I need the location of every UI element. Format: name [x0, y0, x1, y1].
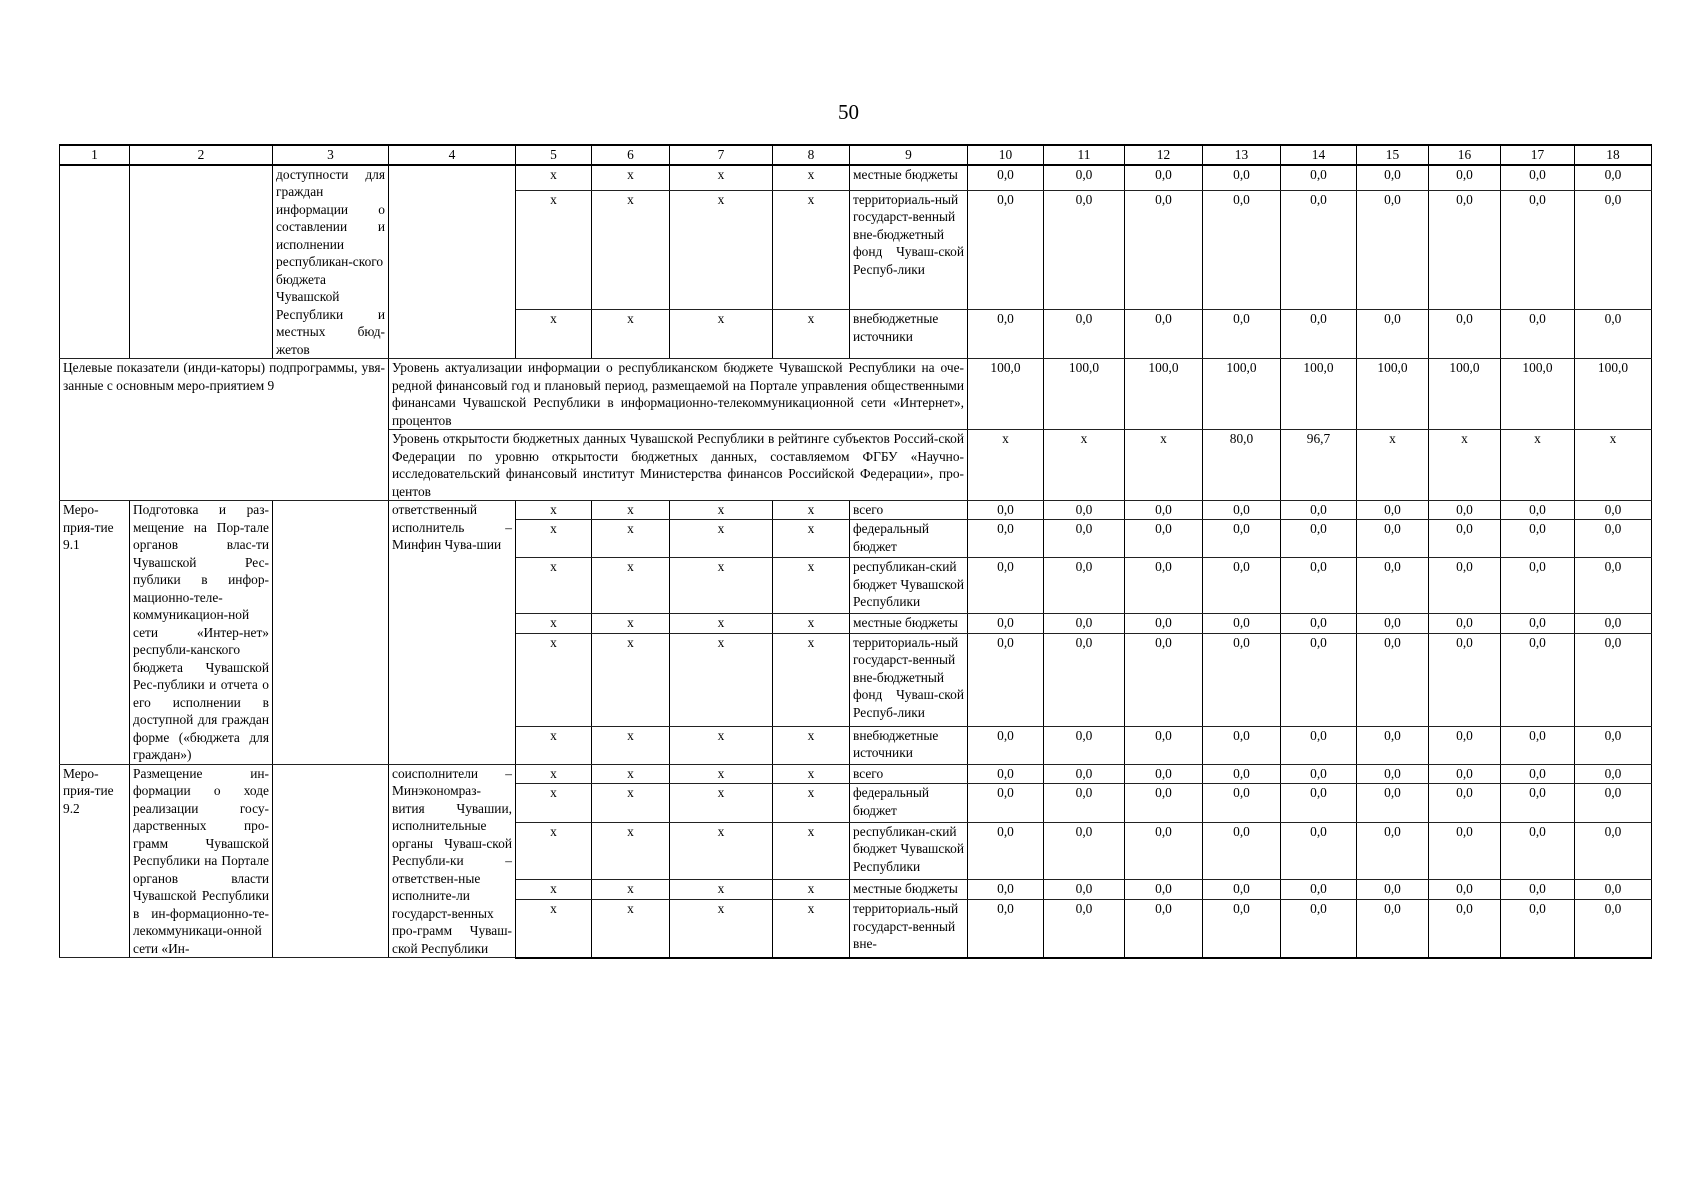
code-cell: x	[670, 900, 773, 958]
value-cell: 0,0	[1575, 784, 1652, 823]
code-cell: x	[592, 501, 670, 520]
value-cell: 0,0	[1044, 558, 1125, 614]
value-cell: 0,0	[1575, 558, 1652, 614]
funding-source: территориаль-ный государст-венный вне-бюджетный фонд Чуваш-ской Респуб-лики	[850, 190, 968, 310]
code-cell: x	[592, 900, 670, 958]
value-cell: 0,0	[1575, 165, 1652, 191]
code-cell: x	[516, 165, 592, 191]
indicator-value: 96,7	[1281, 430, 1357, 501]
indicator-value: 100,0	[1575, 359, 1652, 430]
value-cell: 0,0	[1044, 784, 1125, 823]
value-cell: 0,0	[1357, 190, 1429, 310]
value-cell: 0,0	[1501, 764, 1575, 784]
code-cell: x	[592, 822, 670, 879]
value-cell: 0,0	[1281, 520, 1357, 558]
value-cell: 0,0	[1357, 501, 1429, 520]
indicator-value: x	[1125, 430, 1203, 501]
value-cell: 0,0	[1575, 822, 1652, 879]
indicator-value: 100,0	[1203, 359, 1281, 430]
value-cell: 0,0	[1281, 784, 1357, 823]
value-cell: 0,0	[1429, 764, 1501, 784]
value-cell: 0,0	[1125, 501, 1203, 520]
code-cell: x	[516, 784, 592, 823]
value-cell: 0,0	[1044, 310, 1125, 359]
column-header: 16	[1429, 145, 1501, 165]
value-cell: 0,0	[1125, 310, 1203, 359]
code-cell: x	[592, 310, 670, 359]
value-cell: 0,0	[968, 784, 1044, 823]
value-cell: 0,0	[1575, 900, 1652, 958]
value-cell: 0,0	[1429, 614, 1501, 633]
code-cell: x	[670, 633, 773, 726]
code-cell: x	[592, 726, 670, 764]
value-cell: 0,0	[1501, 900, 1575, 958]
value-cell: 0,0	[1501, 784, 1575, 823]
code-cell: x	[773, 900, 850, 958]
value-cell: 0,0	[1281, 633, 1357, 726]
indicator-value: x	[968, 430, 1044, 501]
cont-col2	[130, 165, 273, 359]
measure-col3	[273, 501, 389, 765]
funding-source: местные бюджеты	[850, 614, 968, 633]
value-cell: 0,0	[1575, 190, 1652, 310]
value-cell: 0,0	[1203, 880, 1281, 900]
column-header: 6	[592, 145, 670, 165]
value-cell: 0,0	[1281, 310, 1357, 359]
code-cell: x	[773, 880, 850, 900]
code-cell: x	[592, 880, 670, 900]
value-cell: 0,0	[1203, 822, 1281, 879]
value-cell: 0,0	[1203, 633, 1281, 726]
value-cell: 0,0	[1501, 190, 1575, 310]
column-header: 3	[273, 145, 389, 165]
indicator-value: 100,0	[1357, 359, 1429, 430]
value-cell: 0,0	[1044, 614, 1125, 633]
funding-source: республикан-ский бюджет Чувашской Республики	[850, 822, 968, 879]
column-header: 11	[1044, 145, 1125, 165]
column-header: 5	[516, 145, 592, 165]
value-cell: 0,0	[1575, 726, 1652, 764]
code-cell: x	[670, 822, 773, 879]
indicator-value: 100,0	[1044, 359, 1125, 430]
value-cell: 0,0	[1429, 900, 1501, 958]
code-cell: x	[773, 764, 850, 784]
budget-table	[59, 144, 1652, 959]
value-cell: 0,0	[968, 165, 1044, 191]
code-cell: x	[773, 558, 850, 614]
measure-executor: ответственный исполнитель – Минфин Чува-шии	[389, 501, 516, 765]
value-cell: 0,0	[1125, 900, 1203, 958]
code-cell: x	[516, 764, 592, 784]
code-cell: x	[670, 726, 773, 764]
value-cell: 0,0	[968, 501, 1044, 520]
indicator-value: 100,0	[1125, 359, 1203, 430]
value-cell: 0,0	[968, 900, 1044, 958]
value-cell: 0,0	[1044, 520, 1125, 558]
value-cell: 0,0	[1203, 784, 1281, 823]
value-cell: 0,0	[1203, 310, 1281, 359]
code-cell: x	[670, 558, 773, 614]
value-cell: 0,0	[1575, 764, 1652, 784]
value-cell: 0,0	[968, 880, 1044, 900]
value-cell: 0,0	[1281, 880, 1357, 900]
indicator-value: x	[1357, 430, 1429, 501]
value-cell: 0,0	[1125, 190, 1203, 310]
indicator-value: 100,0	[1501, 359, 1575, 430]
measure-col3	[273, 764, 389, 958]
value-cell: 0,0	[1501, 165, 1575, 191]
value-cell: 0,0	[968, 520, 1044, 558]
value-cell: 0,0	[968, 558, 1044, 614]
value-cell: 0,0	[1575, 310, 1652, 359]
column-header: 12	[1125, 145, 1203, 165]
value-cell: 0,0	[1125, 784, 1203, 823]
value-cell: 0,0	[1044, 501, 1125, 520]
column-header: 7	[670, 145, 773, 165]
value-cell: 0,0	[1429, 726, 1501, 764]
value-cell: 0,0	[1429, 310, 1501, 359]
funding-source: местные бюджеты	[850, 165, 968, 191]
value-cell: 0,0	[1357, 822, 1429, 879]
table-row	[60, 764, 1652, 784]
column-header: 15	[1357, 145, 1429, 165]
indicator-value: 100,0	[1281, 359, 1357, 430]
value-cell: 0,0	[1357, 900, 1429, 958]
indicator-value: x	[1501, 430, 1575, 501]
value-cell: 0,0	[1575, 633, 1652, 726]
value-cell: 0,0	[1203, 726, 1281, 764]
value-cell: 0,0	[1281, 764, 1357, 784]
value-cell: 0,0	[1044, 764, 1125, 784]
value-cell: 0,0	[1044, 633, 1125, 726]
value-cell: 0,0	[1501, 520, 1575, 558]
code-cell: x	[773, 822, 850, 879]
header-row	[60, 145, 1652, 165]
code-cell: x	[516, 900, 592, 958]
funding-source: всего	[850, 501, 968, 520]
value-cell: 0,0	[968, 190, 1044, 310]
value-cell: 0,0	[1044, 190, 1125, 310]
value-cell: 0,0	[1281, 190, 1357, 310]
cont-col4	[389, 165, 516, 359]
value-cell: 0,0	[968, 764, 1044, 784]
value-cell: 0,0	[1501, 310, 1575, 359]
code-cell: x	[592, 784, 670, 823]
value-cell: 0,0	[1357, 520, 1429, 558]
column-header: 17	[1501, 145, 1575, 165]
value-cell: 0,0	[1125, 726, 1203, 764]
code-cell: x	[516, 520, 592, 558]
value-cell: 0,0	[1357, 726, 1429, 764]
value-cell: 0,0	[1203, 501, 1281, 520]
code-cell: x	[516, 633, 592, 726]
indicator-value: x	[1575, 430, 1652, 501]
value-cell: 0,0	[1044, 900, 1125, 958]
table-row	[60, 501, 1652, 520]
code-cell: x	[592, 633, 670, 726]
column-header: 13	[1203, 145, 1281, 165]
code-cell: x	[670, 880, 773, 900]
value-cell: 0,0	[1125, 520, 1203, 558]
funding-source: республикан-ский бюджет Чувашской Республики	[850, 558, 968, 614]
value-cell: 0,0	[1575, 520, 1652, 558]
value-cell: 0,0	[1203, 520, 1281, 558]
value-cell: 0,0	[1044, 726, 1125, 764]
funding-source: федеральный бюджет	[850, 520, 968, 558]
code-cell: x	[516, 614, 592, 633]
column-header: 9	[850, 145, 968, 165]
measure-label: Меро-прия-тие 9.2	[60, 764, 130, 958]
value-cell: 0,0	[1203, 165, 1281, 191]
value-cell: 0,0	[1125, 558, 1203, 614]
indicator-value: 80,0	[1203, 430, 1281, 501]
value-cell: 0,0	[968, 310, 1044, 359]
value-cell: 0,0	[1501, 501, 1575, 520]
code-cell: x	[592, 614, 670, 633]
value-cell: 0,0	[1203, 558, 1281, 614]
code-cell: x	[773, 633, 850, 726]
value-cell: 0,0	[1281, 900, 1357, 958]
value-cell: 0,0	[1125, 614, 1203, 633]
value-cell: 0,0	[968, 726, 1044, 764]
column-header: 10	[968, 145, 1044, 165]
value-cell: 0,0	[1429, 822, 1501, 879]
funding-source: внебюджетные источники	[850, 726, 968, 764]
column-header: 4	[389, 145, 516, 165]
value-cell: 0,0	[1501, 614, 1575, 633]
code-cell: x	[592, 558, 670, 614]
value-cell: 0,0	[1281, 822, 1357, 879]
code-cell: x	[592, 190, 670, 310]
value-cell: 0,0	[1575, 880, 1652, 900]
code-cell: x	[773, 190, 850, 310]
value-cell: 0,0	[1203, 764, 1281, 784]
column-header: 1	[60, 145, 130, 165]
column-header: 14	[1281, 145, 1357, 165]
value-cell: 0,0	[1125, 633, 1203, 726]
value-cell: 0,0	[1501, 558, 1575, 614]
value-cell: 0,0	[1044, 165, 1125, 191]
indicator-text: Уровень актуализации информации о республиканском бюджете Чувашской Республики на оче-редной финансовый год и плановый период, размещаемой на Портале управления общественными финансами Чувашской Республики в информационно-телекоммуникационной сети «Интернет», процентов	[389, 359, 968, 430]
value-cell: 0,0	[1501, 633, 1575, 726]
value-cell: 0,0	[1429, 558, 1501, 614]
value-cell: 0,0	[1203, 900, 1281, 958]
value-cell: 0,0	[1044, 822, 1125, 879]
value-cell: 0,0	[1575, 501, 1652, 520]
indicator-value: 100,0	[968, 359, 1044, 430]
measure-executor: соисполнители – Минэкономраз-вития Чувашии, исполнительные органы Чуваш-ской Республи-ки – ответствен-ные исполните-ли государст-венных про-грамм Чуваш-ской Республики	[389, 764, 516, 958]
column-header: 18	[1575, 145, 1652, 165]
value-cell: 0,0	[1429, 633, 1501, 726]
value-cell: 0,0	[1125, 764, 1203, 784]
value-cell: 0,0	[1281, 165, 1357, 191]
value-cell: 0,0	[1044, 880, 1125, 900]
column-header: 2	[130, 145, 273, 165]
code-cell: x	[516, 190, 592, 310]
value-cell: 0,0	[1429, 501, 1501, 520]
funding-source: всего	[850, 764, 968, 784]
table-row	[60, 165, 1652, 191]
funding-source: территориаль-ный государст-венный вне-бюджетный фонд Чуваш-ской Респуб-лики	[850, 633, 968, 726]
value-cell: 0,0	[1357, 784, 1429, 823]
code-cell: x	[592, 520, 670, 558]
indicator-value: x	[1429, 430, 1501, 501]
measure-label: Меро-прия-тие 9.1	[60, 501, 130, 765]
value-cell: 0,0	[1125, 165, 1203, 191]
cont-col1	[60, 165, 130, 359]
value-cell: 0,0	[1501, 880, 1575, 900]
code-cell: x	[773, 726, 850, 764]
code-cell: x	[773, 165, 850, 191]
value-cell: 0,0	[1357, 633, 1429, 726]
funding-source: территориаль-ный государст-венный вне-	[850, 900, 968, 958]
indicator-text: Уровень открытости бюджетных данных Чувашской Республики в рейтинге субъектов Россий-ской Федерации по уровню открытости бюджетных данных, составляемом ФГБУ «Научно-исследовательский финансовый институт Министерства финансов Российской Федерации», про-центов	[389, 430, 968, 501]
indicator-value: x	[1044, 430, 1125, 501]
code-cell: x	[516, 310, 592, 359]
value-cell: 0,0	[968, 822, 1044, 879]
column-header: 8	[773, 145, 850, 165]
value-cell: 0,0	[1501, 822, 1575, 879]
code-cell: x	[773, 501, 850, 520]
indicator-value: 100,0	[1429, 359, 1501, 430]
measure-name: Подготовка и раз-мещение на Пор-тале органов влас-ти Чувашской Рес-публики в инфор-мационно-теле-коммуникацион-ной сети «Интер-нет» республи-канского бюджета Чувашской Рес-публики и отчета о его исполнении в доступной для граждан форме («бюджета для граждан»)	[130, 501, 273, 765]
value-cell: 0,0	[1575, 614, 1652, 633]
code-cell: x	[670, 784, 773, 823]
value-cell: 0,0	[1281, 614, 1357, 633]
value-cell: 0,0	[1501, 726, 1575, 764]
value-cell: 0,0	[1357, 880, 1429, 900]
value-cell: 0,0	[1357, 558, 1429, 614]
value-cell: 0,0	[1429, 784, 1501, 823]
code-cell: x	[592, 165, 670, 191]
code-cell: x	[516, 501, 592, 520]
value-cell: 0,0	[1429, 165, 1501, 191]
code-cell: x	[516, 726, 592, 764]
indicator-row	[60, 359, 1652, 430]
code-cell: x	[516, 822, 592, 879]
code-cell: x	[773, 784, 850, 823]
page-number: 50	[838, 100, 859, 124]
code-cell: x	[670, 764, 773, 784]
funding-source: внебюджетные источники	[850, 310, 968, 359]
value-cell: 0,0	[1281, 501, 1357, 520]
code-cell: x	[670, 310, 773, 359]
code-cell: x	[670, 520, 773, 558]
value-cell: 0,0	[1357, 165, 1429, 191]
value-cell: 0,0	[1429, 520, 1501, 558]
value-cell: 0,0	[1281, 558, 1357, 614]
value-cell: 0,0	[968, 614, 1044, 633]
value-cell: 0,0	[1429, 880, 1501, 900]
code-cell: x	[773, 310, 850, 359]
value-cell: 0,0	[1203, 614, 1281, 633]
funding-source: федеральный бюджет	[850, 784, 968, 823]
value-cell: 0,0	[1357, 764, 1429, 784]
code-cell: x	[670, 165, 773, 191]
code-cell: x	[670, 614, 773, 633]
value-cell: 0,0	[1357, 614, 1429, 633]
value-cell: 0,0	[1203, 190, 1281, 310]
cont-col3-text: доступности для граждан информации о составлении и исполнении республикан-ского бюджета Чувашской Республики и местных бюд-жетов	[273, 165, 389, 359]
funding-source: местные бюджеты	[850, 880, 968, 900]
code-cell: x	[773, 520, 850, 558]
value-cell: 0,0	[968, 633, 1044, 726]
measure-name: Размещение ин-формации о ходе реализации госу-дарственных про-грамм Чувашской Республики на Портале органов власти Чувашской Республики в ин-формационно-те-лекоммуникаци-онной сети «Ин-	[130, 764, 273, 958]
code-cell: x	[592, 764, 670, 784]
code-cell: x	[670, 501, 773, 520]
value-cell: 0,0	[1125, 822, 1203, 879]
indicators-label: Целевые показатели (инди-каторы) подпрограммы, увя-занные с основным меро-приятием 9	[60, 359, 389, 501]
value-cell: 0,0	[1357, 310, 1429, 359]
value-cell: 0,0	[1429, 190, 1501, 310]
code-cell: x	[670, 190, 773, 310]
value-cell: 0,0	[1281, 726, 1357, 764]
code-cell: x	[516, 558, 592, 614]
code-cell: x	[773, 614, 850, 633]
code-cell: x	[516, 880, 592, 900]
value-cell: 0,0	[1125, 880, 1203, 900]
